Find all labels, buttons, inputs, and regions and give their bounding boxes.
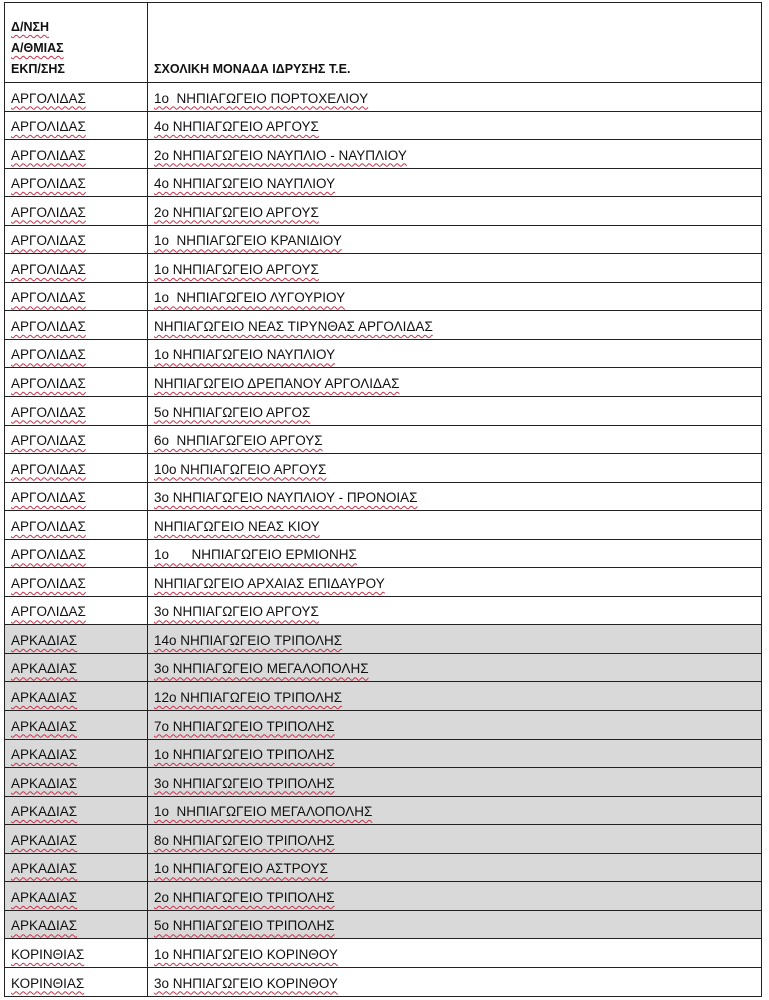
directorate-name: ΑΡΚΑΔΙΑΣ <box>11 889 78 905</box>
school-cell <box>148 825 762 854</box>
directorate-name: ΑΡΓΟΛΙΔΑΣ <box>11 204 86 220</box>
directorate-name: ΑΡΓΟΛΙΔΑΣ <box>11 433 86 449</box>
school-cell <box>148 282 762 311</box>
school-cell <box>148 225 762 254</box>
directorate-name: ΑΡΓΟΛΙΔΑΣ <box>11 461 86 477</box>
school-cell <box>148 967 762 996</box>
school-cell <box>148 83 762 112</box>
directorate-cell <box>5 339 148 368</box>
school-cell <box>148 682 762 711</box>
directorate-name: ΑΡΚΑΔΙΑΣ <box>11 661 78 677</box>
directorate-name: ΑΡΓΟΛΙΔΑΣ <box>11 604 86 620</box>
school-cell <box>148 511 762 540</box>
directorate-cell <box>5 882 148 911</box>
directorate-name: ΑΡΓΟΛΙΔΑΣ <box>11 376 86 392</box>
directorate-name: ΑΡΓΟΛΙΔΑΣ <box>11 518 86 534</box>
school-cell <box>148 425 762 454</box>
directorate-name: ΑΡΓΟΛΙΔΑΣ <box>11 290 86 306</box>
table-row <box>5 140 762 169</box>
directorate-name: ΑΡΚΑΔΙΑΣ <box>11 918 78 934</box>
table-row <box>5 853 762 882</box>
directorate-name: ΑΡΓΟΛΙΔΑΣ <box>11 233 86 249</box>
directorate-cell <box>5 796 148 825</box>
school-name: 1ο ΝΗΠΙΑΓΩΓΕΙΟ ΑΡΓΟΥΣ <box>154 261 319 277</box>
header-directorate-line-3: ΕΚΠ/ΣΗΣ <box>11 62 65 76</box>
school-cell <box>148 739 762 768</box>
table-row <box>5 482 762 511</box>
school-name: 5ο ΝΗΠΙΑΓΩΓΕΙΟ ΑΡΓΟΣ <box>154 404 311 420</box>
directorate-cell <box>5 83 148 112</box>
directorate-cell <box>5 596 148 625</box>
table-row <box>5 397 762 426</box>
directorate-cell <box>5 311 148 340</box>
school-name: 3ο ΝΗΠΙΑΓΩΓΕΙΟ ΑΡΓΟΥΣ <box>154 604 319 620</box>
directorate-cell <box>5 368 148 397</box>
table-row <box>5 539 762 568</box>
directorate-name: ΑΡΚΑΔΙΑΣ <box>11 804 78 820</box>
school-name: 8ο ΝΗΠΙΑΓΩΓΕΙΟ ΤΡΙΠΟΛΗΣ <box>154 832 335 848</box>
school-name: 10ο ΝΗΠΙΑΓΩΓΕΙΟ ΑΡΓΟΥΣ <box>154 461 327 477</box>
school-cell <box>148 254 762 283</box>
directorate-name: ΑΡΓΟΛΙΔΑΣ <box>11 90 86 106</box>
school-name: 1ο ΝΗΠΙΑΓΩΓΕΙΟ ΕΡΜΙΟΝΗΣ <box>154 547 357 563</box>
table-row <box>5 596 762 625</box>
table-row <box>5 568 762 597</box>
directorate-name: ΑΡΓΟΛΙΔΑΣ <box>11 176 86 192</box>
school-name: 3ο ΝΗΠΙΑΓΩΓΕΙΟ ΝΑΥΠΛΙΟΥ - ΠΡΟΝΟΙΑΣ <box>154 490 418 506</box>
school-name: 2ο ΝΗΠΙΑΓΩΓΕΙΟ ΝΑΥΠΛΙΟ - ΝΑΥΠΛΙΟΥ <box>154 147 407 163</box>
header-row <box>5 3 762 83</box>
directorate-name: ΑΡΓΟΛΙΔΑΣ <box>11 347 86 363</box>
table-row <box>5 339 762 368</box>
school-name: 1ο ΝΗΠΙΑΓΩΓΕΙΟ ΝΑΥΠΛΙΟΥ <box>154 347 336 363</box>
school-name: 1ο ΝΗΠΙΑΓΩΓΕΙΟ ΚΟΡΙΝΘΟΥ <box>154 946 338 962</box>
directorate-cell <box>5 825 148 854</box>
school-cell <box>148 939 762 968</box>
school-name: 4ο ΝΗΠΙΑΓΩΓΕΙΟ ΝΑΥΠΛΙΟΥ <box>154 176 336 192</box>
table-row <box>5 83 762 112</box>
directorate-name: ΑΡΚΑΔΙΑΣ <box>11 747 78 763</box>
directorate-name: ΑΡΓΟΛΙΔΑΣ <box>11 490 86 506</box>
table-row <box>5 967 762 996</box>
directorate-cell <box>5 168 148 197</box>
school-cell <box>148 168 762 197</box>
directorate-cell <box>5 939 148 968</box>
school-cell <box>148 397 762 426</box>
table-row <box>5 882 762 911</box>
directorate-name: ΑΡΓΟΛΙΔΑΣ <box>11 119 86 135</box>
directorate-cell <box>5 853 148 882</box>
table-row <box>5 454 762 483</box>
school-cell <box>148 111 762 140</box>
school-cell <box>148 653 762 682</box>
table-row <box>5 425 762 454</box>
table-row <box>5 511 762 540</box>
header-directorate-line-1: Δ/ΝΣΗ <box>11 20 50 34</box>
school-cell <box>148 768 762 797</box>
table-row <box>5 225 762 254</box>
schools-table <box>4 2 762 997</box>
directorate-cell <box>5 910 148 939</box>
directorate-name: ΑΡΓΟΛΙΔΑΣ <box>11 261 86 277</box>
school-name: 2ο ΝΗΠΙΑΓΩΓΕΙΟ ΤΡΙΠΟΛΗΣ <box>154 889 335 905</box>
schools-table-sheet <box>4 2 761 997</box>
directorate-name: ΑΡΚΑΔΙΑΣ <box>11 718 78 734</box>
directorate-cell <box>5 967 148 996</box>
school-name: ΝΗΠΙΑΓΩΓΕΙΟ ΝΕΑΣ ΚΙΟΥ <box>154 518 320 534</box>
directorate-cell <box>5 197 148 226</box>
table-row <box>5 368 762 397</box>
table-row <box>5 768 762 797</box>
directorate-cell <box>5 111 148 140</box>
directorate-cell <box>5 254 148 283</box>
school-name: 1ο ΝΗΠΙΑΓΩΓΕΙΟ ΠΟΡΤΟΧΕΛΙΟΥ <box>154 90 369 106</box>
school-cell <box>148 140 762 169</box>
school-name: 3ο ΝΗΠΙΑΓΩΓΕΙΟ ΚΟΡΙΝΘΟΥ <box>154 975 338 991</box>
directorate-cell <box>5 454 148 483</box>
table-row <box>5 796 762 825</box>
school-name: ΝΗΠΙΑΓΩΓΕΙΟ ΑΡΧΑΙΑΣ ΕΠΙΔΑΥΡΟΥ <box>154 575 385 591</box>
directorate-name: ΑΡΓΟΛΙΔΑΣ <box>11 404 86 420</box>
school-name: 1ο ΝΗΠΙΑΓΩΓΕΙΟ ΛΥΓΟΥΡΙΟΥ <box>154 290 346 306</box>
table-row <box>5 197 762 226</box>
table-row <box>5 311 762 340</box>
directorate-name: ΚΟΡΙΝΘΙΑΣ <box>11 946 85 962</box>
school-cell <box>148 625 762 654</box>
directorate-cell <box>5 768 148 797</box>
school-name: 4ο ΝΗΠΙΑΓΩΓΕΙΟ ΑΡΓΟΥΣ <box>154 119 319 135</box>
table-row <box>5 625 762 654</box>
table-row <box>5 910 762 939</box>
directorate-name: ΑΡΚΑΔΙΑΣ <box>11 832 78 848</box>
table-row <box>5 168 762 197</box>
school-cell <box>148 197 762 226</box>
directorate-cell <box>5 140 148 169</box>
table-row <box>5 711 762 740</box>
table-row <box>5 939 762 968</box>
school-name: 1ο ΝΗΠΙΑΓΩΓΕΙΟ ΑΣΤΡΟΥΣ <box>154 861 329 877</box>
school-cell <box>148 311 762 340</box>
directorate-name: ΑΡΚΑΔΙΑΣ <box>11 775 78 791</box>
school-cell <box>148 853 762 882</box>
school-cell <box>148 539 762 568</box>
table-row <box>5 111 762 140</box>
school-name: 14ο ΝΗΠΙΑΓΩΓΕΙΟ ΤΡΙΠΟΛΗΣ <box>154 632 343 648</box>
school-name: 6ο ΝΗΠΙΑΓΩΓΕΙΟ ΑΡΓΟΥΣ <box>154 433 323 449</box>
school-cell <box>148 482 762 511</box>
header-directorate-line-2: Α/ΘΜΙΑΣ <box>11 41 64 55</box>
school-name: 7ο ΝΗΠΙΑΓΩΓΕΙΟ ΤΡΙΠΟΛΗΣ <box>154 718 335 734</box>
directorate-cell <box>5 739 148 768</box>
header-directorate <box>5 3 148 83</box>
table-row <box>5 825 762 854</box>
directorate-cell <box>5 653 148 682</box>
school-name: 1ο ΝΗΠΙΑΓΩΓΕΙΟ ΚΡΑΝΙΔΙΟΥ <box>154 233 342 249</box>
directorate-cell <box>5 568 148 597</box>
table-row <box>5 282 762 311</box>
school-name: 1ο ΝΗΠΙΑΓΩΓΕΙΟ ΜΕΓΑΛΟΠΟΛΗΣ <box>154 804 373 820</box>
school-name: 1ο ΝΗΠΙΑΓΩΓΕΙΟ ΤΡΙΠΟΛΗΣ <box>154 747 335 763</box>
school-cell <box>148 596 762 625</box>
school-name: 3ο ΝΗΠΙΑΓΩΓΕΙΟ ΜΕΓΑΛΟΠΟΛΗΣ <box>154 661 369 677</box>
directorate-name: ΑΡΓΟΛΙΔΑΣ <box>11 547 86 563</box>
directorate-cell <box>5 225 148 254</box>
school-name: 5ο ΝΗΠΙΑΓΩΓΕΙΟ ΤΡΙΠΟΛΗΣ <box>154 918 335 934</box>
directorate-name: ΑΡΓΟΛΙΔΑΣ <box>11 318 86 334</box>
directorate-cell <box>5 425 148 454</box>
table-body <box>5 83 762 997</box>
directorate-name: ΚΟΡΙΝΘΙΑΣ <box>11 975 85 991</box>
directorate-cell <box>5 397 148 426</box>
header-school-unit: ΣΧΟΛΙΚΗ ΜΟΝΑΔΑ ΙΔΡΥΣΗΣ Τ.Ε. <box>148 3 762 83</box>
school-cell <box>148 339 762 368</box>
school-cell <box>148 568 762 597</box>
school-cell <box>148 910 762 939</box>
table-row <box>5 682 762 711</box>
school-cell <box>148 368 762 397</box>
directorate-cell <box>5 511 148 540</box>
school-cell <box>148 882 762 911</box>
directorate-name: ΑΡΚΑΔΙΑΣ <box>11 861 78 877</box>
directorate-cell <box>5 282 148 311</box>
directorate-cell <box>5 625 148 654</box>
directorate-name: ΑΡΓΟΛΙΔΑΣ <box>11 147 86 163</box>
school-name: ΝΗΠΙΑΓΩΓΕΙΟ ΝΕΑΣ ΤΙΡΥΝΘΑΣ ΑΡΓΟΛΙΔΑΣ <box>154 318 433 334</box>
school-name: ΝΗΠΙΑΓΩΓΕΙΟ ΔΡΕΠΑΝΟΥ ΑΡΓΟΛΙΔΑΣ <box>154 376 400 392</box>
table-row <box>5 739 762 768</box>
directorate-name: ΑΡΓΟΛΙΔΑΣ <box>11 575 86 591</box>
table-row <box>5 653 762 682</box>
school-cell <box>148 454 762 483</box>
school-name: 12ο ΝΗΠΙΑΓΩΓΕΙΟ ΤΡΙΠΟΛΗΣ <box>154 690 343 706</box>
school-name: 3ο ΝΗΠΙΑΓΩΓΕΙΟ ΤΡΙΠΟΛΗΣ <box>154 775 335 791</box>
school-cell <box>148 796 762 825</box>
school-cell <box>148 711 762 740</box>
directorate-name: ΑΡΚΑΔΙΑΣ <box>11 632 78 648</box>
directorate-cell <box>5 682 148 711</box>
directorate-cell <box>5 482 148 511</box>
school-name: 2ο ΝΗΠΙΑΓΩΓΕΙΟ ΑΡΓΟΥΣ <box>154 204 319 220</box>
directorate-cell <box>5 539 148 568</box>
directorate-name: ΑΡΚΑΔΙΑΣ <box>11 690 78 706</box>
table-row <box>5 254 762 283</box>
directorate-cell <box>5 711 148 740</box>
